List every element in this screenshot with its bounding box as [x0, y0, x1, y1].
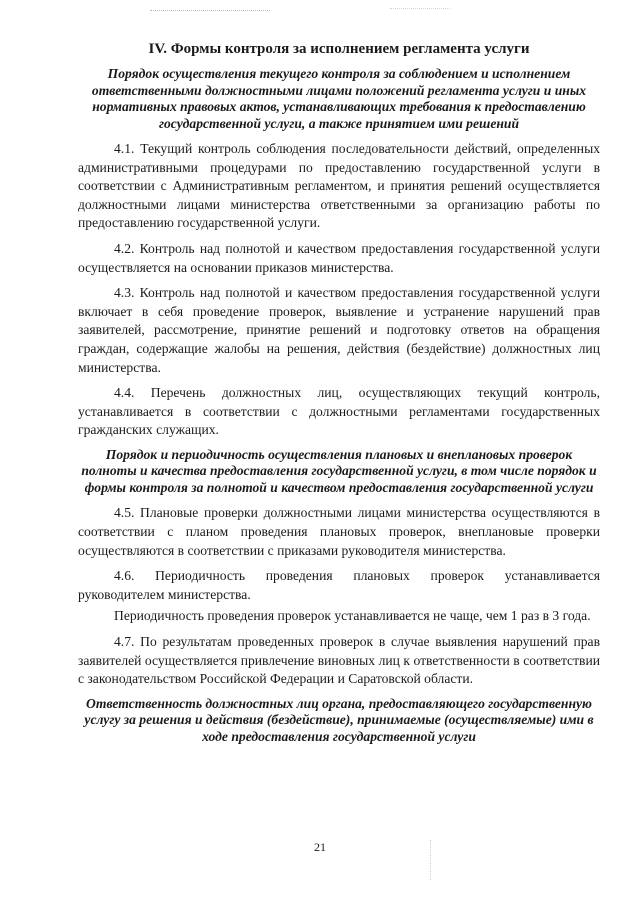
paragraph-4-4: 4.4. Перечень должностных лиц, осуществляющих текущий контроль, устанавливается в соответствии с должностными регламентами государственных гражданских служащих.	[78, 385, 600, 438]
paragraph-4-5: 4.5. Плановые проверки должностными лицами министерства осуществляются в соответствии с планом проведения плановых проверок, внеплановые проверки осуществляются в соответствии с приказами руководителя министерства.	[78, 505, 600, 558]
paragraph-4-1: 4.1. Текущий контроль соблюдения последовательности действий, определенных административными процедурами по предоставлению государственной услуги в соответствии с Административным регламентом, и принятия решений осуществляется должностными лицами министерства ответственными за организацию работы по предоставлению государственной услуги.	[78, 141, 600, 231]
subheading-inspections: Порядок и периодичность осуществления плановых и внеплановых проверок полноты и качества предоставления государственной услуги, в том числе порядок и формы контроля за полнотой и качеством предоставления государственной услуги	[81, 446, 597, 495]
page-number: 21	[314, 840, 326, 854]
section-title: IV. Формы контроля за исполнением регламента услуги	[148, 41, 530, 57]
paragraph-4-2: 4.2. Контроль над полнотой и качеством предоставления государственной услуги осуществляется на основании приказов министерства.	[78, 240, 600, 275]
paragraph-4-6: 4.6. Периодичность проведения плановых проверок устанавливается руководителем министерства.	[78, 568, 600, 602]
subheading-current-control: Порядок осуществления текущего контроля за соблюдением и исполнением ответственными должностными лицами положений регламента услуги и иных нормативных правовых актов, устанавливающих требования к предоставлению государственной услуги, а также принятием ими решений	[91, 66, 587, 131]
scan-artifact	[390, 8, 450, 11]
paragraph-periodicity: Периодичность проведения проверок устанавливается не чаще, чем 1 раз в 3 года.	[114, 608, 591, 624]
paragraph-4-7: 4.7. По результатам проведенных проверок в случае выявления нарушений прав заявителей осуществляется привлечение виновных лиц к ответственности в соответствии с законодательством Российской Федерации и Саратовской области.	[78, 633, 600, 687]
paragraph-4-3: 4.3. Контроль над полнотой и качеством предоставления государственной услуги включает в себя проведение проверок, выявление и устранение нарушений прав заявителей, рассмотрение, принятие решений и подготовку ответов на обращения граждан, содержащие жалобы на решения, действия (бездействие) должностных лиц министерства.	[78, 285, 600, 375]
page-content	[78, 40, 600, 753]
subheading-responsibility: Ответственность должностных лиц органа, предоставляющего государственную услугу за решения и действия (бездействие), принимаемые (осуществляемые) ими в ходе предоставления государственной услуги	[84, 695, 594, 744]
scan-artifact	[150, 10, 270, 15]
